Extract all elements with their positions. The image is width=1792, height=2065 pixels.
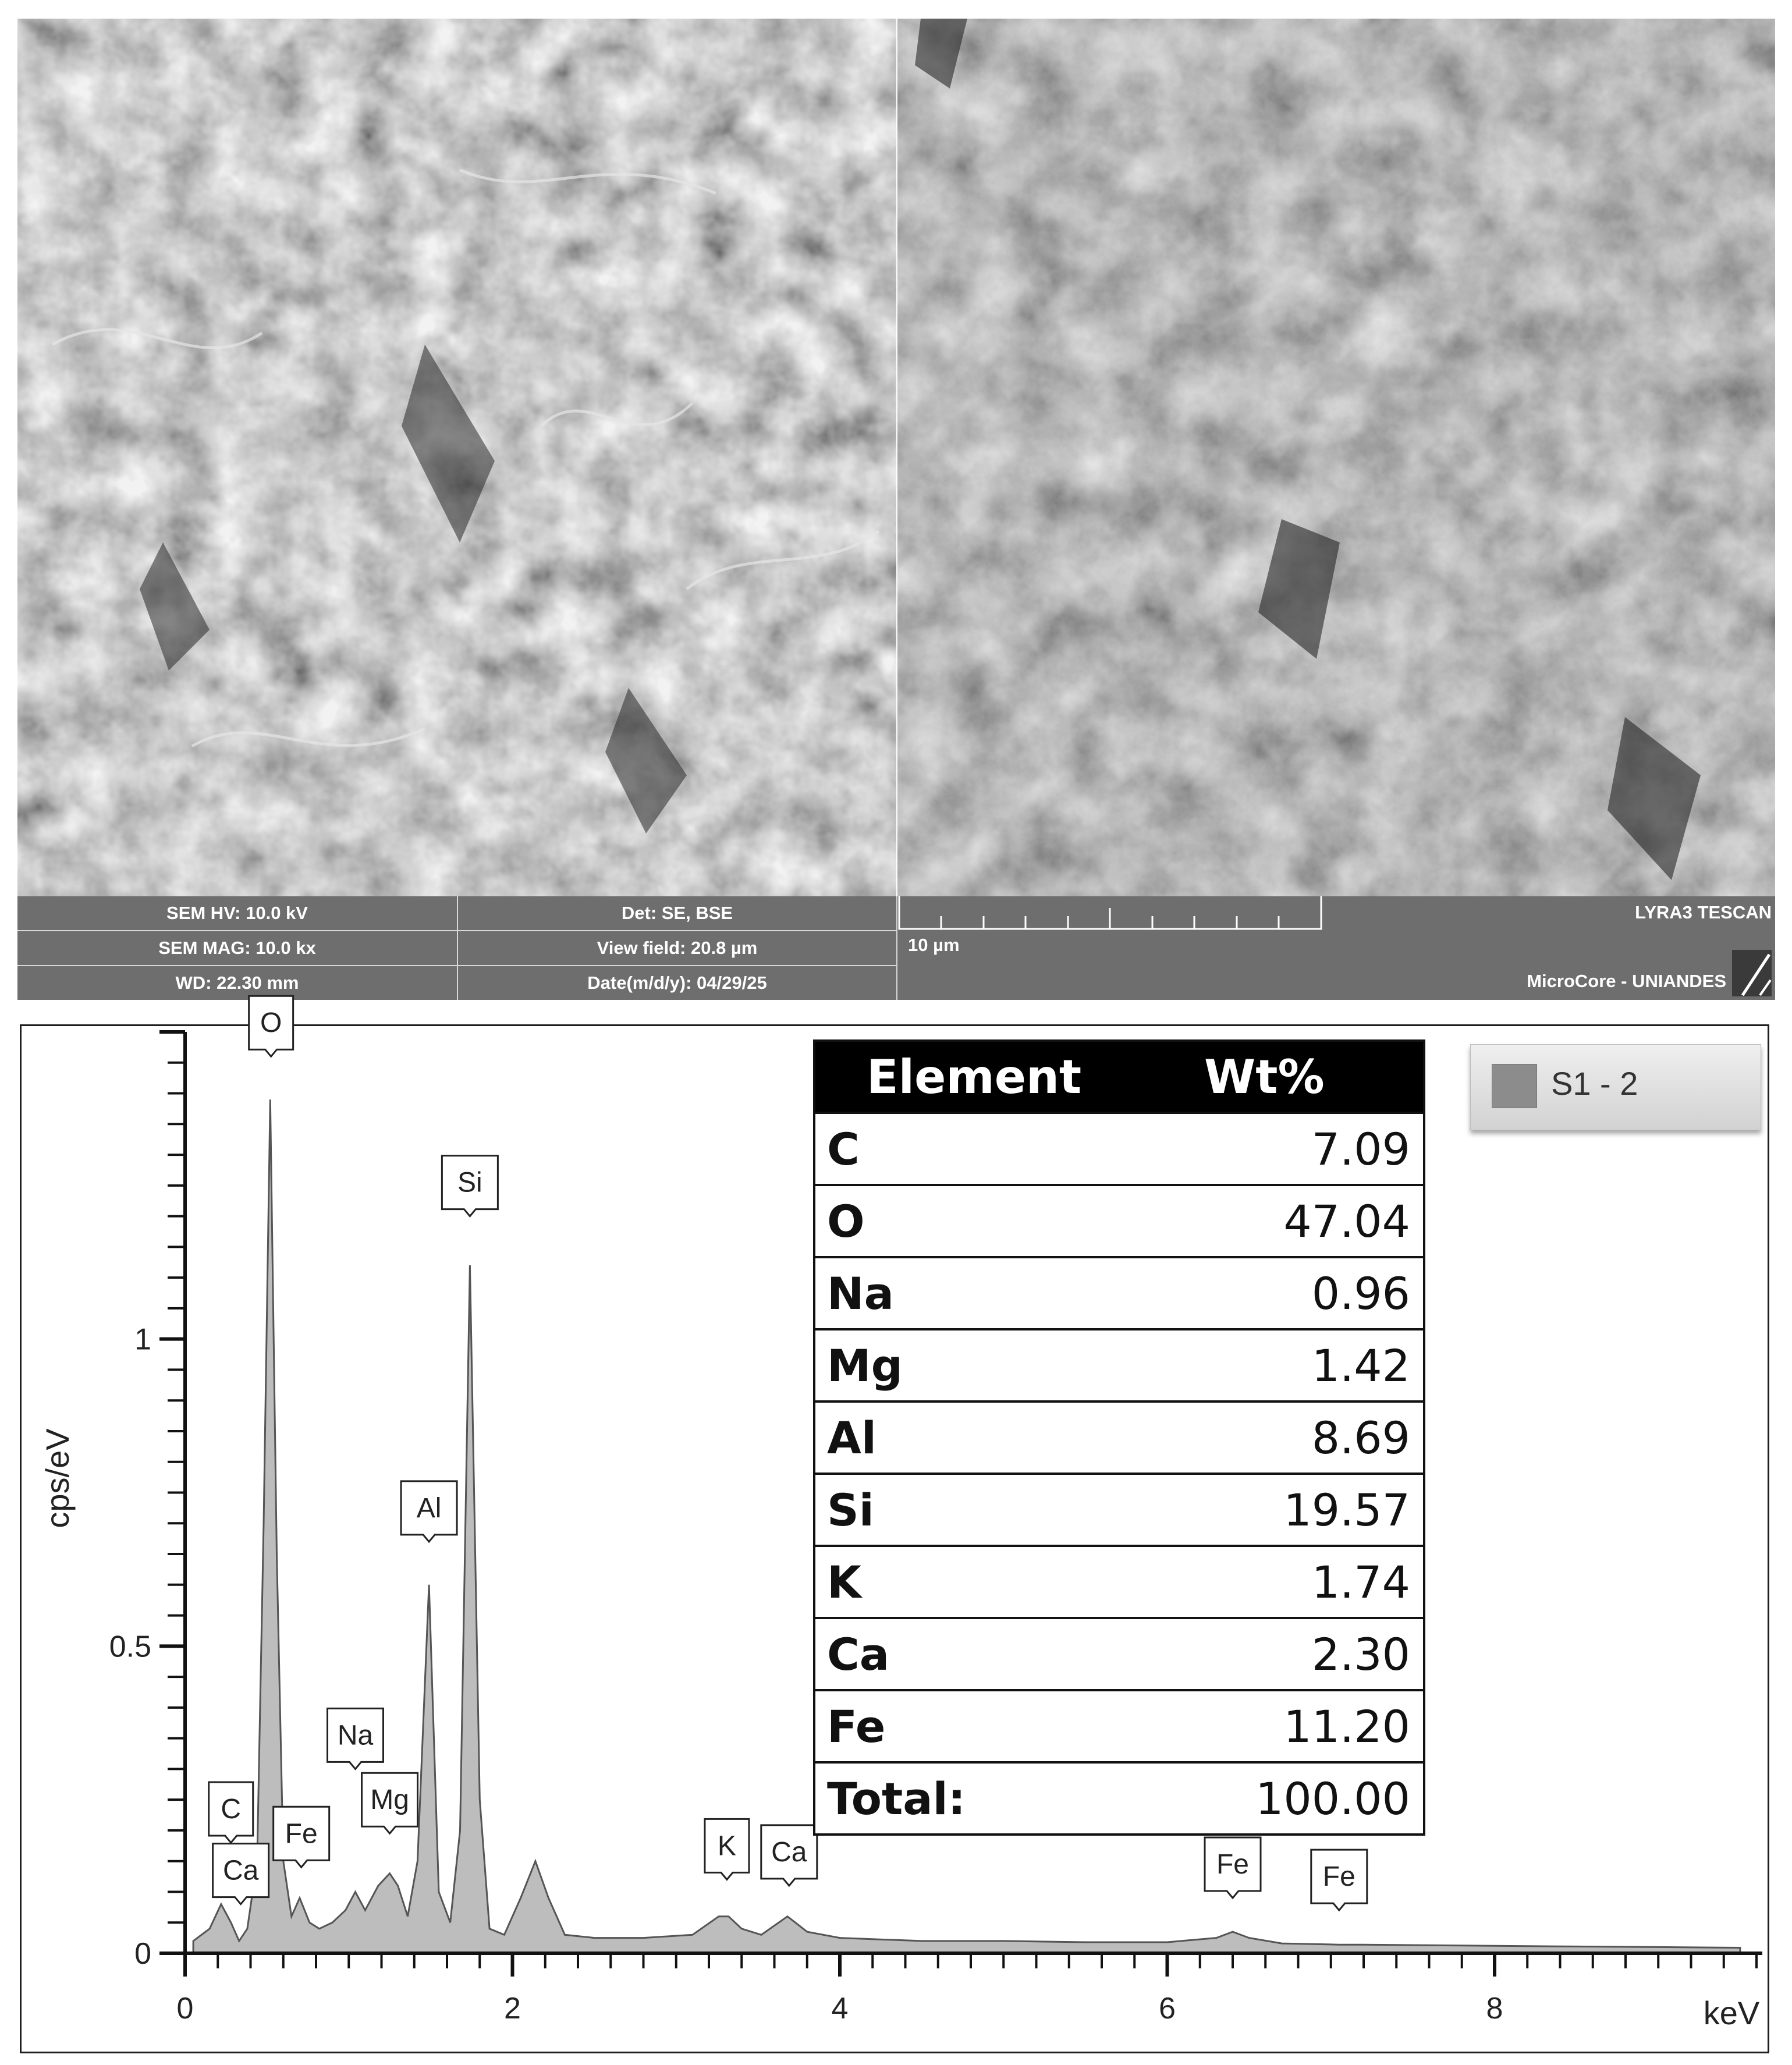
sem-hv: SEM HV: 10.0 kV (166, 903, 308, 923)
peak-label-text: Mg (370, 1784, 409, 1816)
peak-label-text: Fe (285, 1818, 318, 1850)
peak-label-text: C (221, 1794, 242, 1825)
peak-label-text: Al (416, 1492, 442, 1524)
peak-label-text: Na (337, 1720, 374, 1751)
table-row (815, 1112, 1423, 1184)
table-cell-wt: 7.09 (1311, 1123, 1410, 1175)
peak-label (442, 1156, 498, 1216)
x-tick-label: 2 (504, 1992, 521, 2025)
x-axis-label: keV (1703, 1995, 1760, 2031)
peak-label (274, 1807, 329, 1867)
x-tick-label: 8 (1486, 1992, 1503, 2025)
table-cell-element: Mg (827, 1339, 903, 1392)
table-cell-element: Al (827, 1411, 877, 1464)
table-cell-wt: 47.04 (1283, 1195, 1410, 1247)
peak-label-text: Si (457, 1167, 482, 1198)
table-header (815, 1042, 1423, 1112)
peak-label (328, 1708, 384, 1769)
table-cell-element: Total: (827, 1772, 966, 1825)
peak-label-text: Ca (222, 1855, 259, 1886)
peak-label-text: O (260, 1007, 282, 1039)
table-cell-element: Na (827, 1267, 894, 1319)
table-cell-wt: 100.00 (1255, 1772, 1410, 1825)
legend-swatch (1492, 1064, 1537, 1108)
sem-magnification: SEM MAG: 10.0 kx (158, 938, 316, 958)
y-tick-label: 1 (134, 1322, 151, 1357)
table-cell-element: Ca (827, 1628, 890, 1680)
x-tick-label: 6 (1159, 1992, 1176, 2025)
table-cell-element: C (827, 1123, 860, 1175)
instrument-name: LYRA3 TESCAN (1635, 902, 1772, 922)
x-tick-label: 0 (176, 1992, 194, 2025)
table-row (815, 1689, 1423, 1761)
y-tick-label: 0 (134, 1937, 151, 1971)
scale-bar-label: 10 µm (908, 935, 960, 955)
peak-label (401, 1481, 457, 1542)
table-row (815, 1761, 1423, 1833)
peak-label-text: Ca (771, 1836, 807, 1868)
table-row (815, 1473, 1423, 1545)
table-cell-wt: 11.20 (1283, 1700, 1410, 1752)
eds-results-table (813, 1039, 1425, 1836)
table-cell-wt: 1.74 (1311, 1556, 1410, 1608)
peak-label (362, 1773, 418, 1833)
peak-label (209, 1782, 253, 1843)
x-tick-label: 4 (831, 1992, 849, 2025)
table-cell-element: Fe (827, 1700, 886, 1752)
peak-label (249, 996, 293, 1056)
chart-legend (1470, 1044, 1761, 1130)
table-cell-element: K (827, 1556, 861, 1608)
sem-working-distance: WD: 22.30 mm (175, 973, 299, 993)
sem-detector: Det: SE, BSE (621, 903, 733, 923)
table-row (815, 1256, 1423, 1328)
table-cell-element: O (827, 1195, 865, 1247)
legend-label: S1 - 2 (1551, 1065, 1638, 1102)
table-header-wt: Wt% (1204, 1049, 1325, 1104)
table-cell-wt: 2.30 (1311, 1628, 1410, 1680)
peak-label (1311, 1850, 1367, 1910)
table-row (815, 1328, 1423, 1400)
peak-label (213, 1844, 269, 1904)
table-row (815, 1400, 1423, 1473)
y-tick-label: 0.5 (109, 1630, 151, 1664)
peak-label (705, 1819, 749, 1879)
peak-label-text: Fe (1322, 1861, 1355, 1893)
table-header-element: Element (867, 1049, 1082, 1104)
peak-label (761, 1825, 817, 1886)
table-cell-wt: 1.42 (1311, 1339, 1410, 1392)
peak-label-text: Fe (1216, 1849, 1250, 1881)
sem-view-field: View field: 20.8 µm (597, 938, 758, 958)
peak-label-text: K (717, 1830, 736, 1862)
table-row (815, 1617, 1423, 1689)
table-row (815, 1545, 1423, 1617)
peak-label (1205, 1837, 1261, 1898)
table-cell-element: Si (827, 1484, 874, 1536)
table-cell-wt: 19.57 (1283, 1484, 1410, 1536)
table-cell-wt: 8.69 (1311, 1411, 1410, 1464)
lab-name: MicroCore - UNIANDES (1527, 971, 1726, 991)
table-cell-wt: 0.96 (1311, 1267, 1410, 1319)
sem-date: Date(m/d/y): 04/29/25 (587, 973, 767, 993)
table-row (815, 1184, 1423, 1256)
y-axis-label: cps/eV (39, 1428, 76, 1528)
